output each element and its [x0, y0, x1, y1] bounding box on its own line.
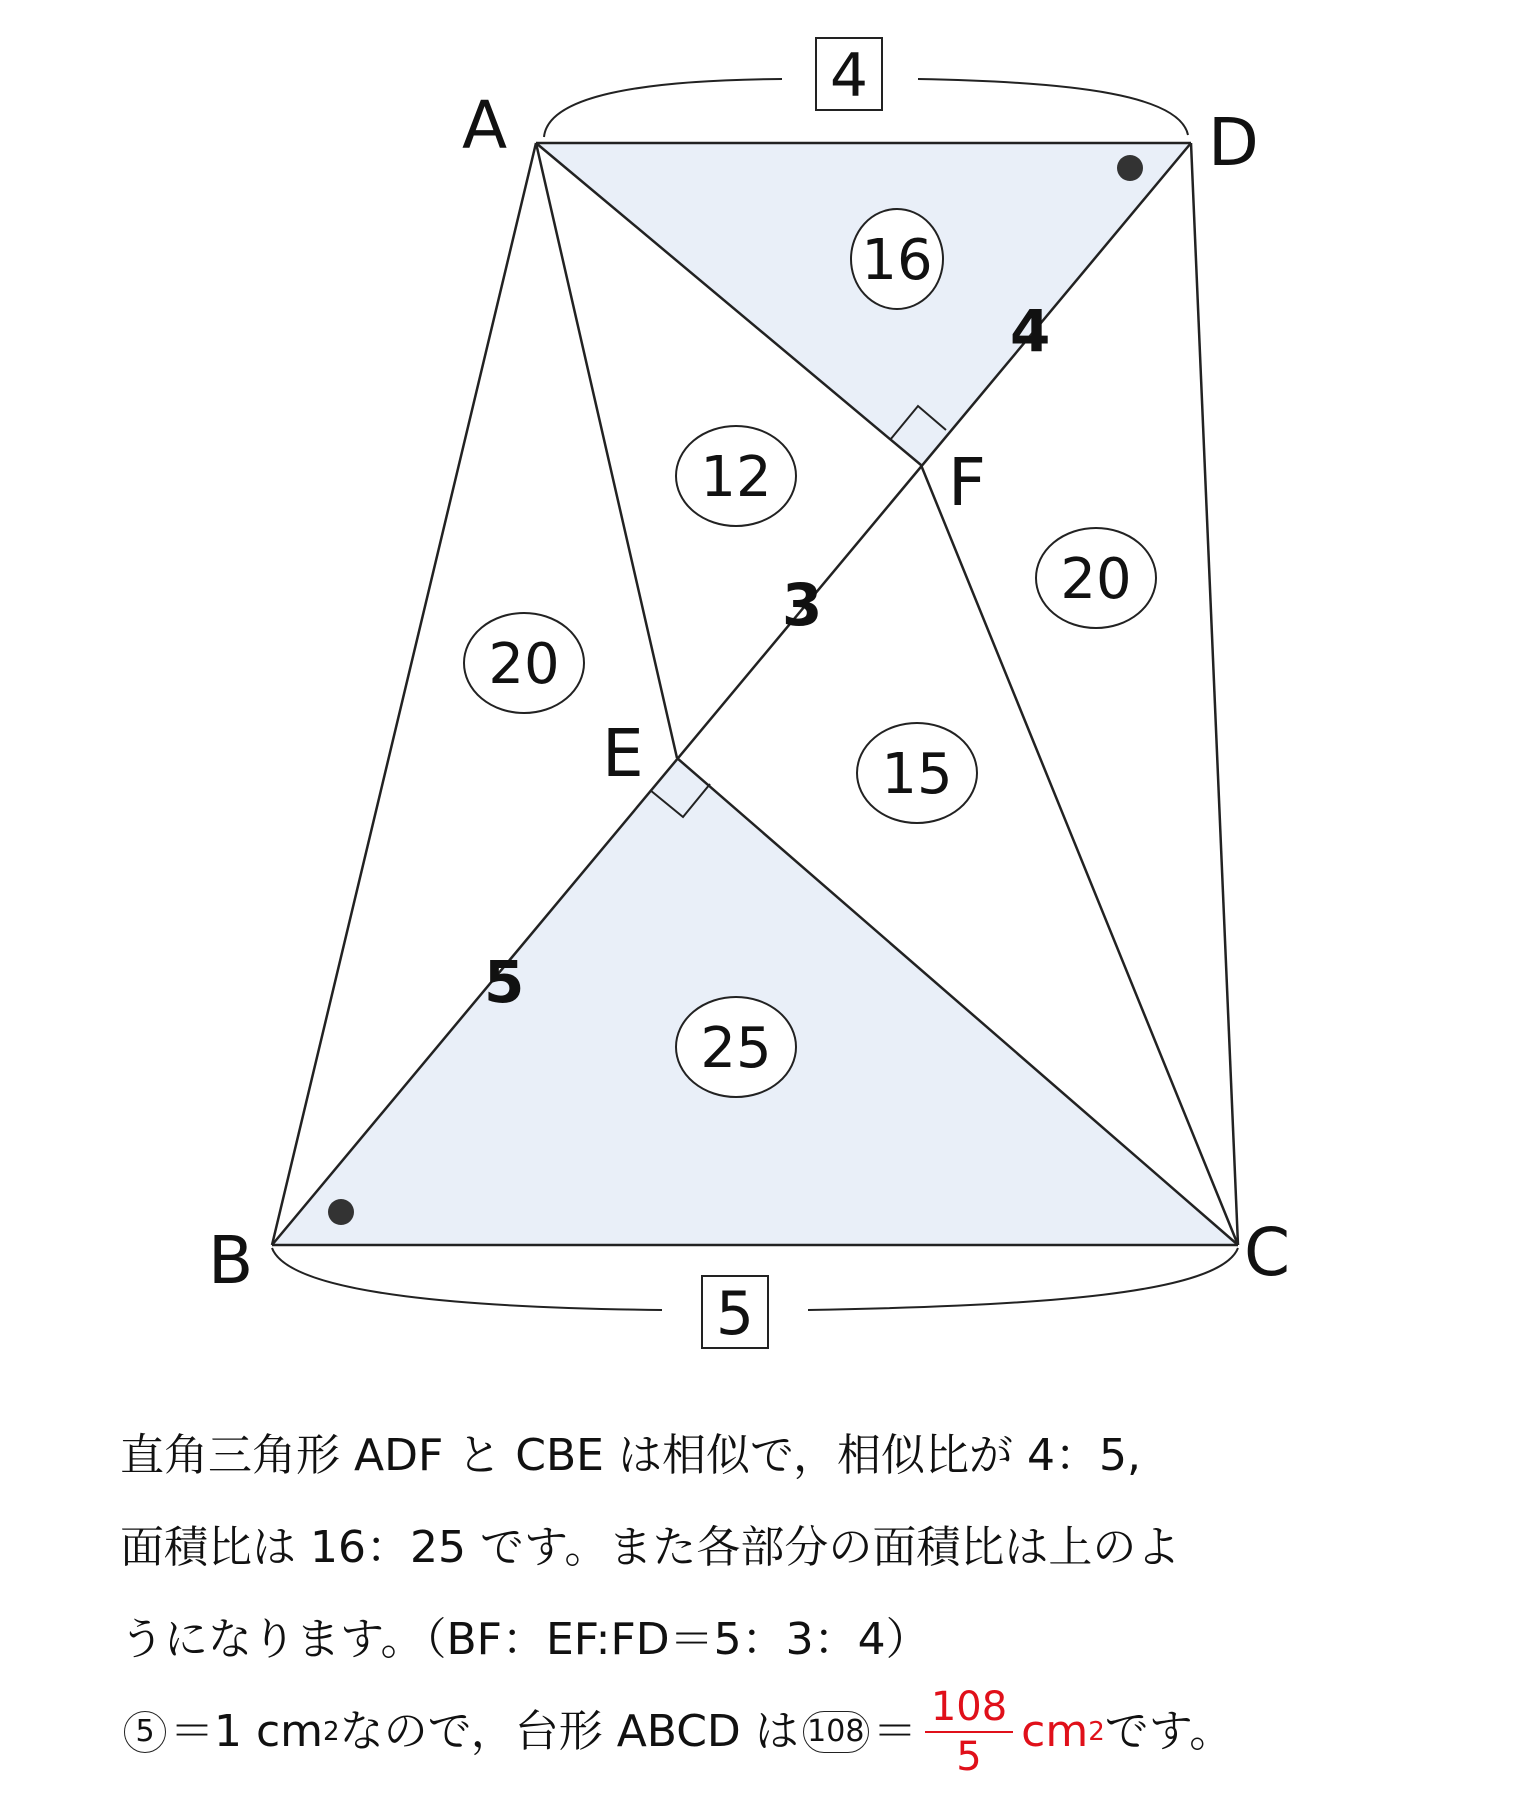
brace-top-right [918, 79, 1188, 135]
explanation-line-3: うになります。（BF：EF:FD＝5：3：4） [120, 1614, 930, 1665]
explanation-line-2: 面積比は 16：25 です。また各部分の面積比は上のよ [120, 1522, 1181, 1573]
segment-EB-label: 5 [484, 948, 525, 1016]
angle-dot-B [328, 1199, 354, 1225]
circled-108: 108 [803, 1711, 869, 1753]
segment-FE-label: 3 [782, 571, 823, 639]
explanation-line-1: 直角三角形 ADF と CBE は相似で，相似比が 4：5, [120, 1430, 1142, 1481]
answer-numerator: 108 [925, 1687, 1013, 1733]
area-DFC-label: 20 [1060, 547, 1132, 612]
bottom-length-label: 5 [715, 1279, 755, 1349]
vertex-A-label: A [462, 87, 508, 164]
answer-unit: cm [1021, 1706, 1089, 1757]
circled-five: 5 [124, 1711, 166, 1753]
answer-fraction [925, 1684, 1013, 1780]
explanation-line-4: 5 ＝1 cm 2 なので，台形 ABCD は 108 ＝ $\frac{108}{5}$ cm 2 です。 [120, 1686, 1500, 1778]
vertex-C-label: C [1244, 1214, 1291, 1291]
area-BEC-label: 25 [700, 1016, 772, 1081]
area-ADF-label: 16 [861, 228, 933, 293]
segment-DF-label: 4 [1010, 297, 1051, 365]
vertex-B-label: B [208, 1222, 254, 1299]
answer-denominator: 5 [956, 1734, 982, 1780]
sentence-end: です。 [1104, 1706, 1234, 1757]
area-EFC-label: 15 [881, 742, 953, 807]
brace-bottom-left [272, 1248, 662, 1310]
vertex-E-label: E [602, 715, 644, 792]
brace-top [544, 79, 782, 137]
angle-dot-D [1117, 155, 1143, 181]
explanation-text [120, 1410, 1500, 1778]
area-AFE-label: 12 [700, 445, 772, 510]
vertex-F-label: F [948, 444, 986, 521]
area-ABE-label: 20 [488, 632, 560, 697]
unit-equation: ＝1 cm [170, 1706, 324, 1757]
top-length-label: 4 [829, 41, 869, 111]
side-DC [1191, 143, 1238, 1245]
trapezoid-text: なので，台形 ABCD は [339, 1706, 799, 1757]
brace-bottom-right [808, 1248, 1238, 1310]
equals-sign: ＝ [872, 1706, 917, 1757]
vertex-D-label: D [1208, 104, 1259, 181]
